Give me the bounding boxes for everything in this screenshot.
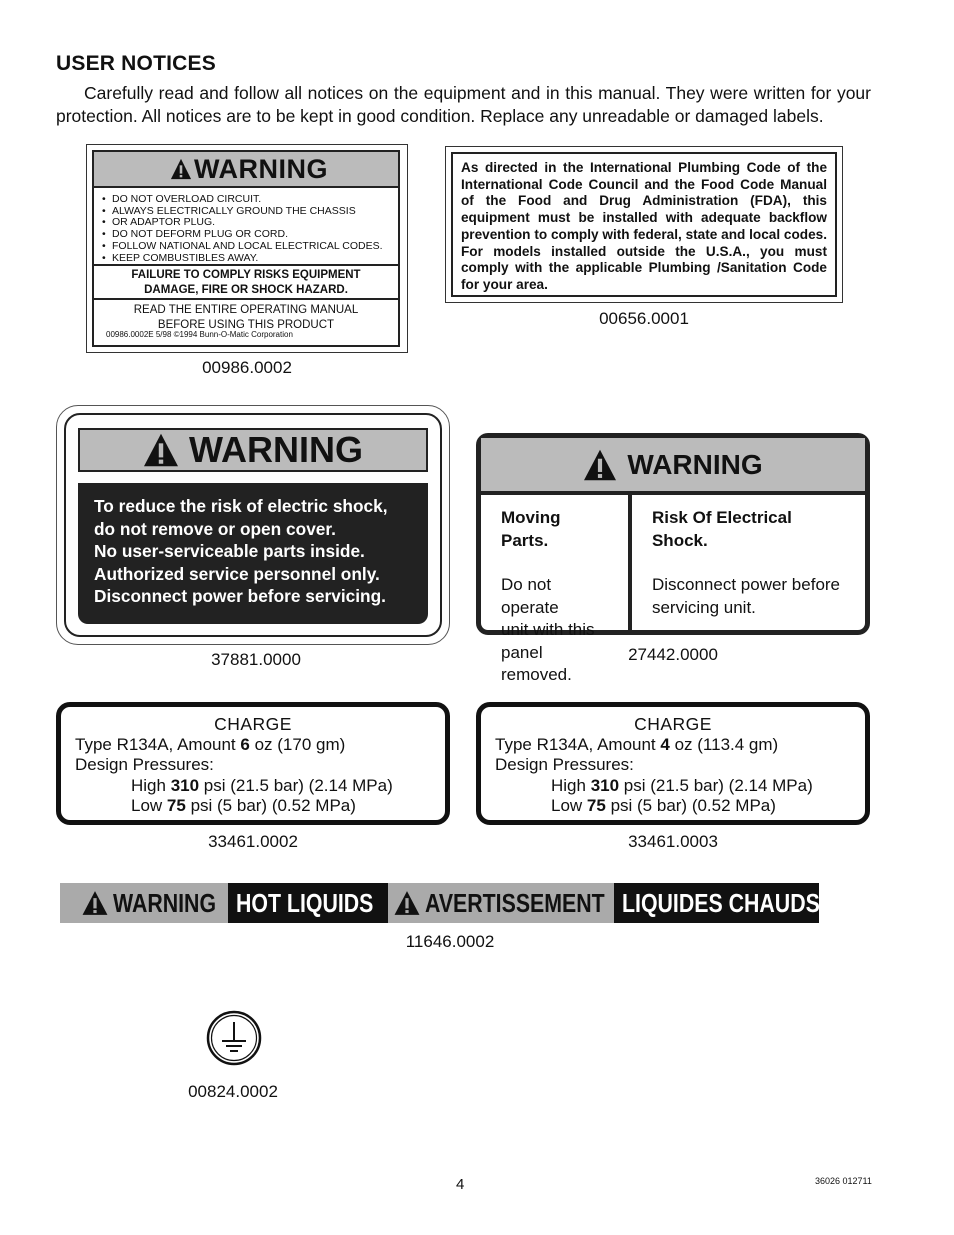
- caption-00824: 00824.0002: [188, 1082, 278, 1101]
- caption-27442: 27442.0000: [628, 645, 718, 664]
- warning-header: WARNING: [481, 438, 865, 495]
- ground-symbol-icon: [206, 1010, 262, 1066]
- list-item-continuation: • OR ADAPTOR PLUG.: [112, 217, 398, 229]
- liquides-chauds-segment: LIQUIDES CHAUDS: [614, 883, 819, 923]
- label-00986: [86, 144, 408, 353]
- warning-triangle-icon: [170, 158, 192, 180]
- list-item: • DO NOT OVERLOAD CIRCUIT.: [112, 194, 398, 206]
- list-item: • KEEP COMBUSTIBLES AWAY.: [112, 253, 398, 265]
- warning-segment: WARNING: [60, 883, 228, 923]
- page-heading: USER NOTICES: [56, 52, 216, 75]
- label-charge-33461-0002: CHARGE Type R134A, Amount 6 oz (170 gm) Design Pressures: High 310 psi (21.5 bar) (2.14 MPa) Low 75 psi (5 bar) (0.52 MPa): [56, 702, 450, 825]
- list-item: • DO NOT DEFORM PLUG OR CORD.: [112, 229, 398, 241]
- hot-liquids-segment: HOT LIQUIDS: [228, 883, 388, 923]
- caption-00986: 00986.0002: [202, 358, 292, 377]
- warning-triangle-icon: [394, 890, 420, 916]
- warning-triangle-icon: [143, 433, 179, 467]
- failure-notice: FAILURE TO COMPLY RISKS EQUIPMENT DAMAGE, FIRE OR SHOCK HAZARD.: [94, 266, 398, 300]
- caption-00656: 00656.0001: [599, 309, 689, 328]
- label-charge-33461-0003: CHARGE Type R134A, Amount 4 oz (113.4 gm) Design Pressures: High 310 psi (21.5 bar) (2.14 MPa) Low 75 psi (5 bar) (0.52 MPa): [476, 702, 870, 825]
- label-00656: [445, 146, 843, 303]
- avertissement-segment: AVERTISSEMENT: [388, 883, 614, 923]
- moving-parts-column: Moving Parts. Do not operate unit with this panel removed.: [481, 495, 632, 630]
- caption-33461-0002: 33461.0002: [208, 832, 298, 851]
- caption-33461-0003: 33461.0003: [628, 832, 718, 851]
- warning-triangle-icon: [583, 449, 617, 481]
- list-item: • FOLLOW NATIONAL AND LOCAL ELECTRICAL CODES.: [112, 241, 398, 253]
- label-37881: [56, 405, 450, 645]
- read-manual-notice: READ THE ENTIRE OPERATING MANUAL BEFORE USING THIS PRODUCT 00986.0002E 5/98 ©1994 Bunn-O-Matic Corporation: [94, 300, 398, 343]
- warning-list: [94, 188, 398, 266]
- caption-11646: 11646.0002: [405, 932, 495, 951]
- caption-37881: 37881.0000: [211, 650, 301, 669]
- document-number: 36026 012711: [815, 1176, 872, 1186]
- label-hot-liquids: [60, 883, 819, 923]
- label-part-number: 00986.0002E 5/98 ©1994 Bunn-O-Matic Corporation: [106, 330, 293, 339]
- electrical-shock-column: Risk Of Electrical Shock. Disconnect power before servicing unit.: [651, 508, 841, 617]
- list-item: • ALWAYS ELECTRICALLY GROUND THE CHASSIS: [112, 206, 398, 218]
- shock-warning-text: To reduce the risk of electric shock, do not remove or open cover. No user-serviceable parts inside. Authorized service personnel only. Disconnect power before servicing.: [78, 483, 428, 624]
- page-number: 4: [456, 1176, 465, 1193]
- warning-header: WARNING: [78, 428, 428, 472]
- warning-header: WARNING: [94, 152, 398, 188]
- warning-triangle-icon: [82, 890, 108, 916]
- intro-paragraph: Carefully read and follow all notices on the equipment and in this manual. They were written for your protection. All notices are to be kept in good condition. Replace any unreadable or damaged labels.: [56, 83, 871, 126]
- plumbing-code-text: As directed in the International Plumbing Code of the International Code Council and the Food Code Manual of the Food and Drug Administration (FDA), this equipment must be installed with adequate backflow prevention to comply with federal, state and local codes. For models installed outside the U.S.A., you must comply with the applicable Plumbing /Sanitation Code for your area.: [451, 152, 837, 297]
